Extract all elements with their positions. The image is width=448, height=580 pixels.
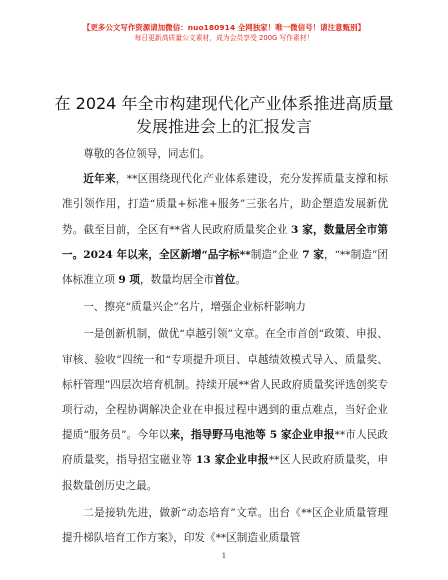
overview-bold-1: 3 家，数量居全市第一。2024 年以来，全区新增“品字标** — [62, 223, 388, 261]
innovation-bold-2: 13 家企业申报 — [195, 454, 269, 467]
promo-banner — [0, 22, 448, 44]
paragraph-overview — [62, 167, 388, 293]
promo-banner-line2: 每日更新高质量公文素材，成为会员享受 200G 写作素材！ — [134, 34, 314, 42]
overview-text-1: ，**区围绕现代化产业体系建设，充分发挥质量支撑和标准引领作用，打造“质量+标准+服务”三张名片，助企塑造发展新优势。截至目前，全区有**省人民政府质量奖企业 — [62, 173, 389, 236]
innovation-text-2: **市人民政府质量奖，指导招宝磁业等 — [62, 429, 389, 467]
overview-bold-2: 7 家 — [302, 248, 324, 261]
page-number: 1 — [221, 552, 227, 560]
innovation-text-3: **区人民政府质量奖，申报数量创历史之最。 — [62, 454, 388, 492]
overview-text-2: 制造”企业 — [250, 248, 303, 261]
overview-bold-4: 首位 — [214, 274, 236, 287]
document-title — [0, 92, 448, 138]
overview-bold-3: 9 项 — [118, 274, 140, 287]
innovation-text-1: 一是创新机制，做优“卓越引领”文章。在全市首创“政策、申报、审核、验收”四统一和“专项提升项目、卓越绩效模式导入、质量奖、标杆管理”四层次培育机制。持续开展**省人民政府质量奖评选创奖专项行动，全程协调解决企业在申报过程中遇到的重点难点，当好企业提质“服务员”。今年以 — [62, 328, 388, 442]
document-title-line2: 发展推进会上的汇报发言 — [135, 117, 312, 136]
document-body — [62, 142, 388, 553]
promo-banner-line1: 【更多公文写作资源请加微信：nuo180914 全网独家！唯一微信号！请注意甄别】 — [82, 23, 366, 32]
paragraph-innovation — [62, 322, 388, 498]
section-heading-1: 一、擦亮“质量兴企”名片，增强企业标杆影响力 — [83, 301, 306, 314]
innovation-bold-1: 来，指导野马电池等 5 家企业申报 — [169, 429, 335, 442]
overview-text-4: ，数量均居全市 — [140, 274, 215, 287]
overview-lead: 近年来 — [83, 173, 116, 186]
overview-text-5: 。 — [235, 274, 246, 287]
greeting: 尊敬的各位领导，同志们。 — [83, 148, 211, 160]
overview-text-3: ，“**制造”团体标准立项 — [62, 248, 388, 287]
paragraph-benchmark: 二是接轨先进，做新“动态培育”文章。出台《**区企业质量管理提升梯队培育工作方案》，印发《**区制造业质量管 — [62, 506, 388, 545]
document-title-line1: 在 2024 年全市构建现代化产业体系推进高质量 — [54, 94, 394, 113]
